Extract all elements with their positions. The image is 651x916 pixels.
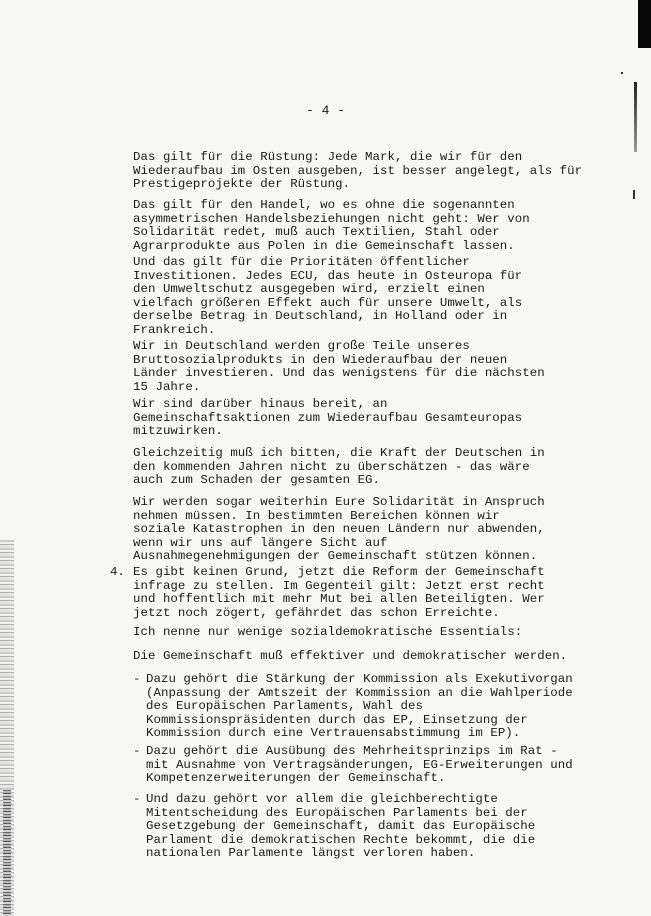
- scan-edge-artifact: [638, 0, 651, 48]
- paragraph: Wir in Deutschland werden große Teile unseres Bruttosozialprodukts in den Wiederaufbau der neuen Länder investieren. Und das wenigstens für die nächsten 15 Jahre.: [133, 339, 545, 394]
- paragraph: Das gilt für die Rüstung: Jede Mark, die wir für den Wiederaufbau im Osten ausgeben, ist besser angelegt, als für Prestigeprojekte der Rüstung.: [133, 150, 583, 191]
- bullet-item: Dazu gehört die Stärkung der Kommission als Exekutivorgan (Anpassung der Amtszeit der Kommission an die Wahlperiode des Europäischen Parlaments, Wahl des Kommissionspräsidenten durch das EP, Einsetzung der Kommission durch eine Vertrauensabstimmung im EP).: [146, 672, 573, 740]
- paragraph: Gleichzeitig muß ich bitten, die Kraft der Deutschen in den kommenden Jahren nicht zu überschätzen - das wäre auch zum Schaden der gesamten EG.: [133, 446, 545, 487]
- item-number: 4.: [110, 565, 125, 579]
- paragraph: Und das gilt für die Prioritäten öffentlicher Investitionen. Jedes ECU, das heute in Osteuropa für den Umweltschutz ausgegeben wird, erzielt einen vielfach größeren Effekt auch für unsere Umwelt, als derselbe Betrag in Deutschland, in Holland oder in Frankreich.: [133, 255, 523, 337]
- bullet-marker: -: [133, 672, 141, 686]
- paragraph: Wir sind darüber hinaus bereit, an Gemeinschaftsaktionen zum Wiederaufbau Gesamteuropas mitzuwirken.: [133, 397, 523, 438]
- paragraph: Es gibt keinen Grund, jetzt die Reform der Gemeinschaft infrage zu stellen. Im Gegenteil gilt: Jetzt erst recht und hoffentlich mit mehr Mut bei allen Beteiligten. Wer jetzt noch zögert, gefährdet das schon Erreichte.: [133, 565, 545, 620]
- paragraph: Wir werden sogar weiterhin Eure Solidarität in Anspruch nehmen müssen. In bestimmten Bereichen können wir soziale Katastrophen in den neuen Ländern nur abwenden, wenn wir uns auf längere Sicht auf Ausnahmegenehmigungen der Gemeinschaft stützen können.: [133, 495, 545, 563]
- bullet-marker: -: [133, 744, 141, 758]
- paragraph: Die Gemeinschaft muß effektiver und demokratischer werden.: [133, 649, 568, 663]
- scan-speck: [633, 190, 635, 199]
- page-number: - 4 -: [305, 103, 345, 118]
- scan-speck: [621, 72, 623, 74]
- bullet-item: Dazu gehört die Ausübung des Mehrheitsprinzips im Rat - mit Ausnahme von Vertragsänderungen, EG-Erweiterungen und Kompetenzerweiterungen der Gemeinschaft.: [146, 744, 573, 785]
- paragraph: Das gilt für den Handel, wo es ohne die sogenannten asymmetrischen Handelsbeziehungen nicht geht: Wer von Solidarität redet, muß auch Textilien, Stahl oder Agrarprodukte aus Polen in die Gemeinschaft lassen.: [133, 198, 530, 253]
- paragraph: Ich nenne nur wenige sozialdemokratische Essentials:: [133, 625, 523, 639]
- scan-edge-artifact: [3, 790, 11, 916]
- bullet-marker: -: [133, 792, 141, 806]
- bullet-item: Und dazu gehört vor allem die gleichberechtigte Mitentscheidung des Europäischen Parlaments bei der Gesetzgebung der Gemeinschaft, damit das Europäische Parlament die demokratischen Rechte bekommt, die die nationalen Parlamente längst verloren haben.: [146, 792, 536, 860]
